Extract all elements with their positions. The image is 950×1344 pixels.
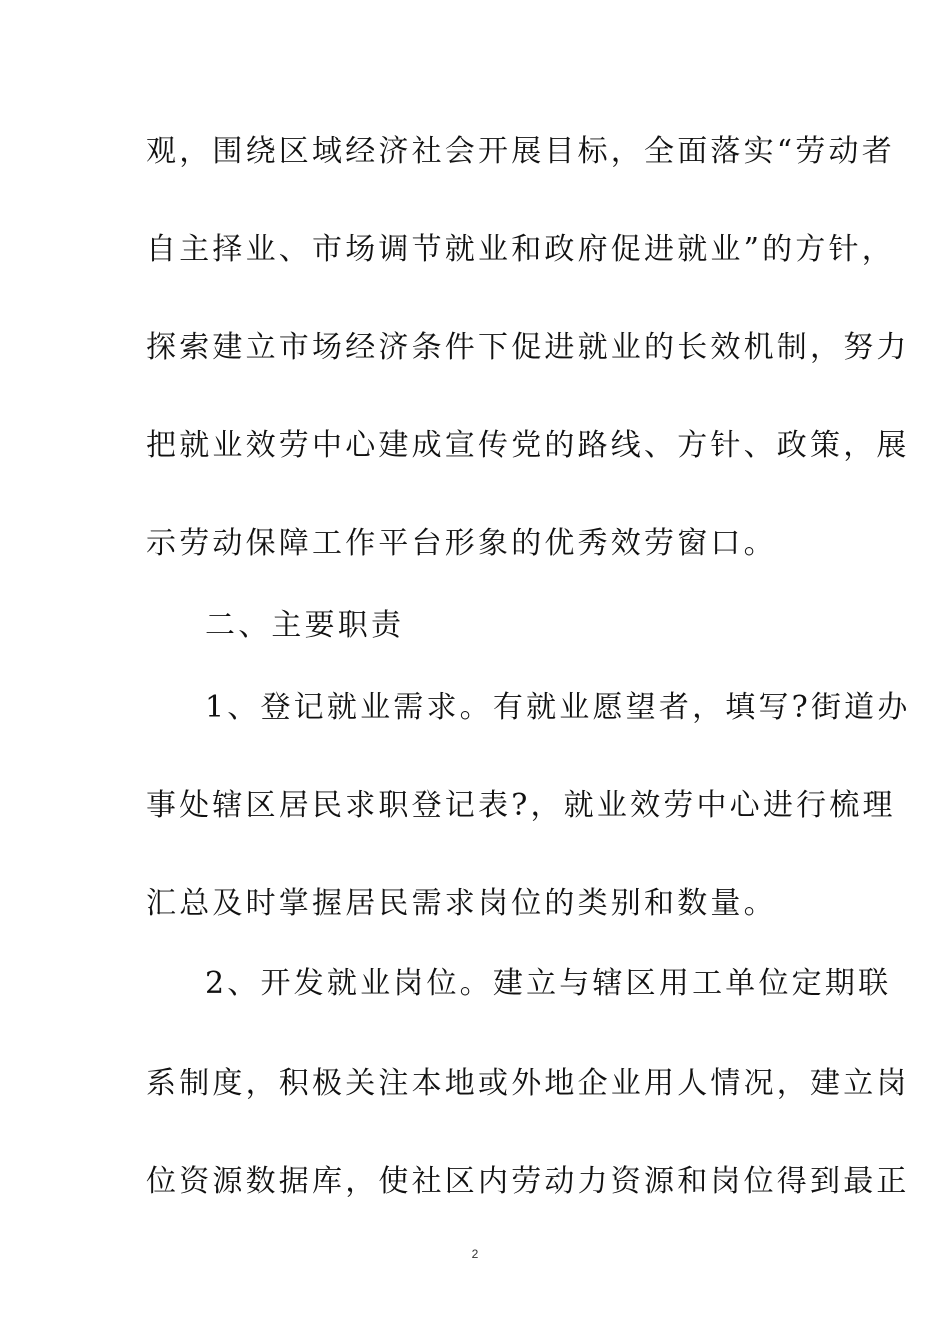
body-line-1: 观，围绕区域经济社会开展目标，全面落实“劳动者: [146, 134, 895, 169]
body-line-4: 把就业效劳中心建成宣传党的路线、方针、政策，展: [146, 428, 910, 463]
body-line-2: 自主择业、市场调节就业和政府促进就业”的方针，: [146, 232, 895, 267]
duty-2-line-2: 系制度，积极关注本地或外地企业用人情况，建立岗: [146, 1066, 910, 1101]
page-number: 2: [471, 1247, 479, 1261]
body-line-5: 示劳动保障工作平台形象的优秀效劳窗口。: [146, 526, 777, 561]
section-heading-main-duties: 二、主要职责: [205, 608, 405, 643]
duty-1-line-3: 汇总及时掌握居民需求岗位的类别和数量。: [146, 886, 777, 921]
duty-1-line-1: 1、登记就业需求。有就业愿望者，填写?街道办: [205, 690, 911, 725]
body-line-3: 探索建立市场经济条件下促进就业的长效机制，努力: [146, 330, 910, 365]
duty-1-line-2: 事处辖区居民求职登记表?，就业效劳中心进行梳理: [146, 788, 896, 823]
duty-2-line-3: 位资源数据库，使社区内劳动力资源和岗位得到最正: [146, 1164, 910, 1199]
duty-2-line-1: 2、开发就业岗位。建立与辖区用工单位定期联: [205, 966, 892, 1001]
